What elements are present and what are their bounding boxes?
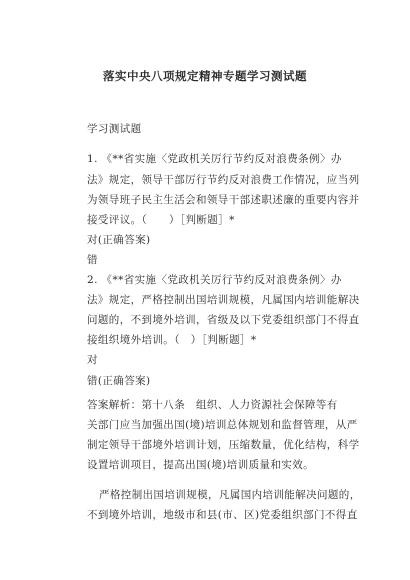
question-1-option-false: 错: [87, 254, 98, 266]
question-2-line-1: 2. 《**省实施〈党政机关厉行节约反对浪费条例〉办: [87, 274, 342, 286]
answer-explanation-line-2: 关部门应当加强出国(境)培训总体规划和监督管理，从严: [87, 419, 358, 431]
question-2-line-2: 法》规定，严格控制出国培训规模，凡属国内培训能解决: [87, 294, 360, 306]
answer-explanation-line-4: 设置培训项目，提高出国(境)培训质量和实效。: [87, 459, 314, 471]
question-2-option-true: 对: [87, 354, 98, 366]
explanation-paragraph-line-2: 不到境外培训，地级市和县(市、区)党委组织部门不得直: [87, 509, 358, 521]
answer-explanation-line-3: 制定领导干部境外培训计划，压缩数量，优化结构，科学: [87, 439, 360, 451]
question-2-line-4: 接组织境外培训。（ ）［判断题］*: [87, 334, 257, 346]
section-heading: 学习测试题: [87, 123, 142, 135]
answer-explanation-line-1: 答案解析：第十八条 组织、人力资源社会保障等有: [87, 399, 338, 411]
question-1-line-1: 1. 《**省实施〈党政机关厉行节约反对浪费条例〉办: [87, 153, 342, 165]
explanation-paragraph-line-1: 严格控制出国培训规模，凡属国内培训能解决问题的，: [99, 489, 361, 501]
question-2-line-3: 问题的，不到境外培训，省级及以下党委组织部门不得直: [87, 314, 360, 326]
question-1-option-true: 对(正确答案): [87, 234, 151, 246]
question-1-line-3: 为领导班子民主生活会和领导干部述职述廉的重要内容并: [87, 194, 360, 206]
question-1-line-4: 接受评议。（ ）［判断题］*: [87, 214, 235, 226]
question-2-option-false: 错(正确答案): [87, 375, 151, 387]
document-title: 落实中央八项规定精神专题学习测试题: [103, 69, 307, 83]
question-1-line-2: 法》规定，领导干部厉行节约反对浪费工作情况，应当列: [87, 174, 360, 186]
